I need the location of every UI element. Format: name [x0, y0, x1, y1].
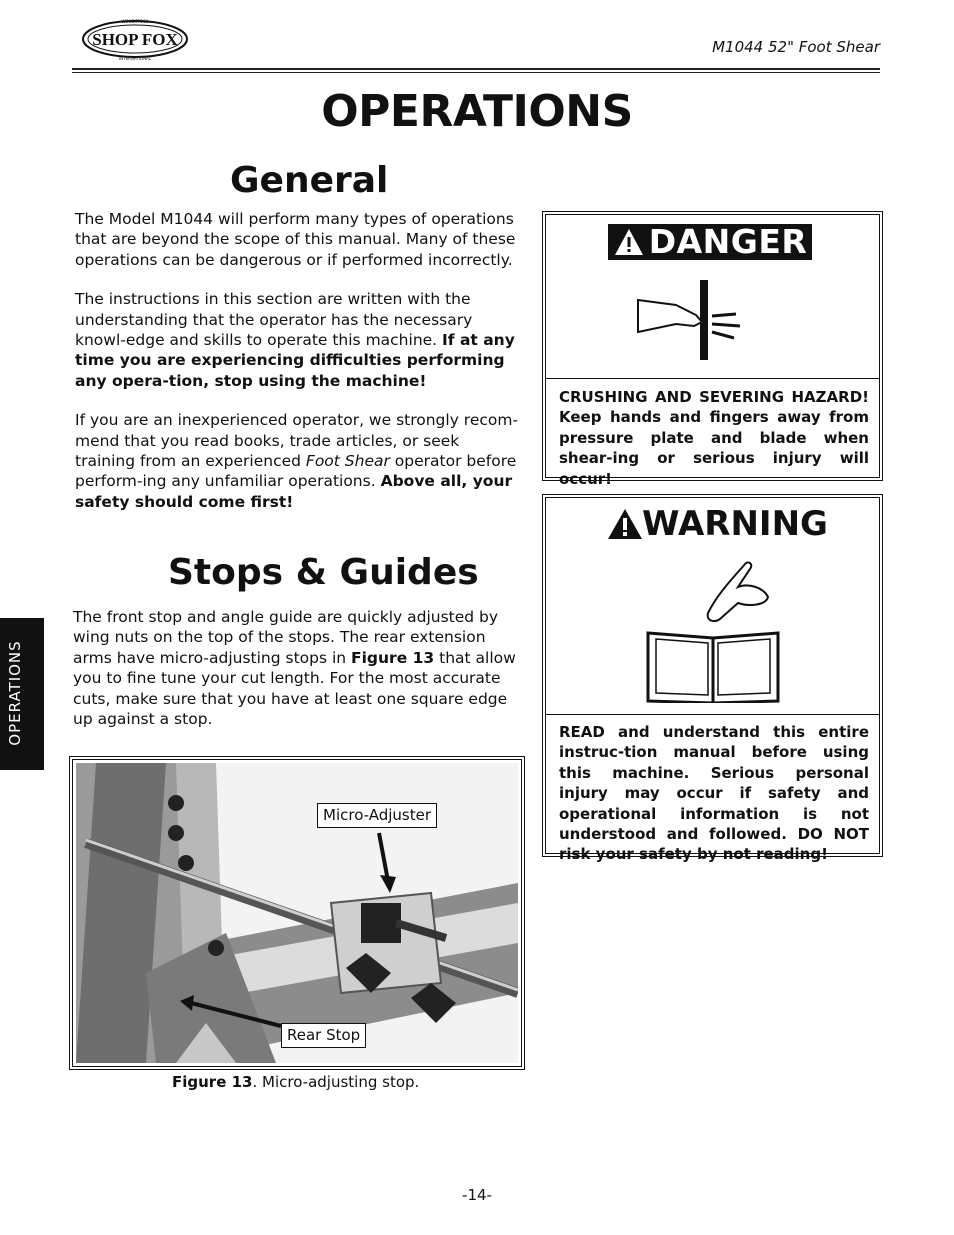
stops-section-text — [73, 607, 521, 748]
danger-safety-box — [545, 214, 880, 488]
micro-adjuster-callout: Micro-Adjuster — [317, 803, 437, 828]
warning-text: READ and understand this entire instruc-tion manual before using this machine. Serious personal injury may occur if safety and operational information is not understood and followed. DO NOT risk your safety by not reading! — [559, 723, 869, 864]
hand-blade-hazard-icon — [636, 280, 756, 360]
rear-stop-callout: Rear Stop — [281, 1023, 366, 1048]
stops-guides-heading: Stops & Guides — [168, 552, 479, 593]
general-section-text — [75, 209, 523, 531]
shop-fox-logo — [80, 16, 190, 66]
page-title: OPERATIONS — [321, 86, 633, 137]
figure-13-caption: Figure 13. Micro-adjusting stop. — [172, 1073, 420, 1091]
side-tab-label: OPERATIONS — [6, 640, 24, 746]
svg-text:INTERNATIONAL: INTERNATIONAL — [118, 56, 152, 61]
figure-13-frame — [72, 759, 522, 1067]
warning-triangle-icon — [614, 227, 644, 257]
header-rule — [72, 68, 880, 70]
warning-safety-box — [545, 497, 880, 864]
danger-text: CRUSHING AND SEVERING HAZARD! Keep hands and fingers away from pressure plate and blade when shear-ing or serious injury will occur! — [559, 388, 869, 488]
general-heading: General — [230, 160, 389, 201]
section-side-tab — [0, 618, 44, 770]
stops-paragraph: The front stop and angle guide are quickly adjusted by wing nuts on the top of the stops. The rear extension arms have micro-adjusting stops in Figure 13 that allow you to fine tune your cut length. For the most accurate cuts, make sure that you have at least one square edge up against a stop. — [73, 608, 516, 729]
danger-banner: DANGER — [608, 224, 812, 260]
page-number: -14- — [462, 1186, 492, 1204]
header-rule — [72, 72, 880, 73]
callout-arrows — [76, 763, 518, 1063]
general-paragraph-3: If you are an inexperienced operator, we strongly recom-mend that you read books, trade articles, or seek training from an experienced Foot Shear operator before perform-ing any unfamiliar operations. Above all, your safety should come first! — [75, 411, 519, 511]
svg-text:WOODSTOCK: WOODSTOCK — [121, 19, 149, 24]
warning-triangle-icon — [606, 507, 644, 541]
svg-text:SHOP FOX: SHOP FOX — [92, 30, 178, 49]
warning-banner: WARNING — [604, 504, 818, 544]
document-title: M1044 52" Foot Shear — [712, 38, 880, 56]
read-manual-icon — [638, 553, 788, 703]
general-paragraph-1: The Model M1044 will perform many types of operations that are beyond the scope of this manual. Many of these operations can be dangerous or if performed incorrectly. — [75, 210, 516, 269]
general-paragraph-2: The instructions in this section are written with the understanding that the operator has the necessary knowl-edge and skills to operate this machine. If at any time you are experiencing difficulties performing any opera-tion, stop using the machine! — [75, 290, 515, 390]
